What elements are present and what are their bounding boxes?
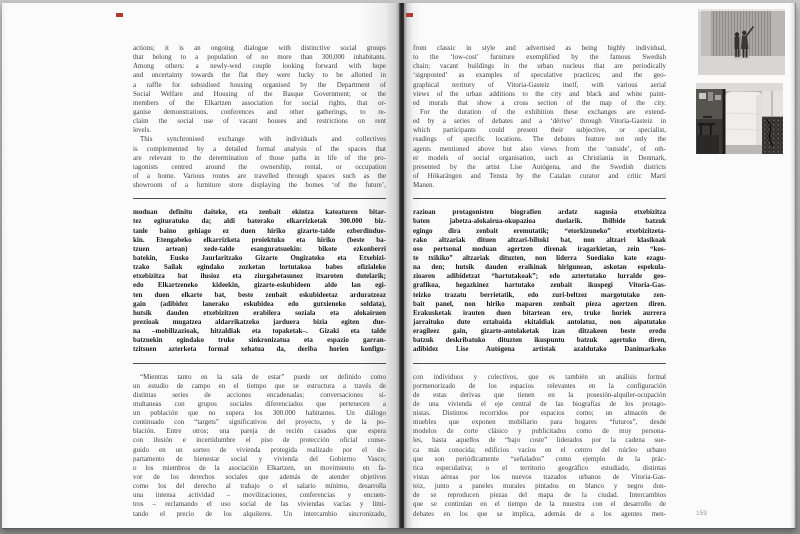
left-text-column (133, 44, 386, 519)
right-basque-text: razioan protagonisten biografien ardatz nagusia etxebizitza baten jabetza-alokairua-okupazioa duelarik. Ibilbide batzuk egingo dira zenbait eremutatik; “etorkizuneko” etxebizitzeta- rako altzariak dituen altzari-biltoki bat, non altzari klasikoak oso pertsonal moduan agertzen direnak iragarkietan, zein “kos- te txikiko” altzariak dituzten, non liderra Suediako kate ezagu- na den; hutsik dauden eraikinak hirigunean, askotan espekula- zioaren adibidetzat “hartutakoak”; edo aztertutako lurralde geo- grafikoa, hegazkinez hartutako zenbait ikuspegi Vitoria-Gas- teizko trazatu berrietatik, edo zuri-beltzez margotutako zen- bait panel, non hiriko maparen zenbait pieza agertzen diren. Erakusketak irauten duen bitartean ere, truke horiek aurrera jarraituko dute eztabaida ekitaldiak antolatuz, non aipatutako eragileez gain, gizarte-antolaketak izan ditzakeen beste eredu batzuk deskribatuko dituzten ikuspuntu batzuk agertuko diren, adibidez Lise Autógena artistak azaldutako Danimarkako (413, 208, 666, 354)
photo-interior-caravan (696, 83, 783, 154)
left-basque-text: moduan definitu daiteke, eta zenbait ekintza kateaturen bitar- tez egituratuko da; aldi baterako elkarrizketak 300.000 biz- tanle baino gehiago ez duen hiriko gizarte-talde ezberdindue- kin. Etengabeko elkarrizketa proiektuko eta hiriko (beste ba- tzuen artean) xede-talde esanguratsuekin: bikote ezkonberri batekin, Eusko Jaurlaritzako Gizarte Ongizateko eta Etxebizi- tzako Sailak egindako zozketan lortutakoa babes ofizialeko etxebizitza bat ilusioz eta ziurgabetasunez itxaroten dutelarik; edo Elkartzeneko kideekin, gizarte-eskubideen alde lan egi- ten duen elkarte bat, beste zenbait eskubideetaz arduratzeaz gain (adibidez lanerako eskubidea edo gutxieneko soldata), hutsik dauden etxebizitzen erabilera soziala eta alokairuen prezioak mugatzea aldarrikatzeko jarduera bizia egiten due- na –mobilizazioak, hitzaldiak eta topaketak–. Gizaki eta talde batzuekin egindako truke sinkronizatua eta espazio garran- tzitsuen azterketa formal xehatua da, deriba horien konfigu- (133, 208, 386, 354)
right-spanish-text: con individuos y colectivos, que es también un análisis formal pormenorizado de los espacios relevantes en la configuración de estas derivas que tienen en la posesión-alquiler-ocupación de una vivienda el eje central de las biografías de los protago- nistas. Distintos recorridos por espacios como; un almacén de muebles que exponen mobiliario para hogares “futuros”, desde modelos de corte clásico y publicitados como de muy persona- les, hasta aquellos de “bajo coste” liderados por la cadena sue- ca más conocida; edificios vacíos en el centro del núcleo urbano que son periódicamente “señalados” como ejemplo de la prác- tica especulativa; o el territorio geográfico estudiado, distintas vistas aéreas por los nuevos trazados urbanos de Vitoria-Gas- teiz, junto a paneles murales pintados en blanco y negro don- de se reproducen piezas del mapa de la ciudad. Intercambios que se continúan en el tiempo de la muestra con el desarrollo de debates en los que se implica, además de a los agentes men- (413, 372, 666, 518)
divider-rule (133, 363, 386, 364)
left-page (2, 3, 399, 528)
red-section-marker (116, 13, 123, 17)
page-number: 159 (696, 510, 707, 517)
photo-people-corrugated-wall (698, 9, 785, 75)
left-english-text: actions; it is an ongoing dialogue with distinctive social groups that belong to a population of no more than 300,000 inhabitants. Among others: a newly-wed couple looking forward with hope and uncertainty towards the flat they were lucky to be allotted in a raffle for subsidised housing organised by the Department of Social Welfare and Housing of the Basque Government; or the members of the Elkartzen association for social rights, that or- ganise demonstrations, conferences and other gatherings, to re- claim the social use of vacant houses and restrictions on rent levels. This synchronised exchange with individuals and collectives is complemented by a detailed formal analysis of the spaces that are relevant to the determination of those paths in life of the pro- tagonists centred around the ownership, rental, or occupation of a home. Various routes are travelled through spaces such as the showroom of a furniture store displaying the homes ‘of the future’, (133, 44, 386, 190)
divider-rule (133, 198, 386, 199)
right-page (404, 3, 796, 528)
divider-rule (413, 363, 666, 364)
red-section-marker (406, 13, 413, 17)
left-spanish-text: “Mientras tanto en la sala de estar” puede ser definido como un estudio de campo en el tiempo que se estructura a través de distintas series de acciones encadenadas; conversaciones si- multaneas con grupos sociales diferenciados que pertenecen a un población que no supera los 300.000 habitantes. Un diálogo continuado con “targets” significativos del proyecto, y de la po- blación. Entre otros; una pareja de recién casados que espera con ilusión e incertidumbre el piso de protección oficial conse- guido en un sorteo de vivienda protegida realizado por el de- partamento de bienestar social y vivienda del Gobierno Vasco; o los miembros de la asociación Elkartzen, un movimiento en fa- vor de los derechos sociales que además de atender objetivos como los del derecho al trabajo o el salario mínimo, desarrolla una intensa actividad – movilizaciones, conferencias y encuen- tros – reclamando el uso social de las viviendas vacías y limi- tando el precio de los alquileres. Un intercambio sincronizado, (133, 372, 386, 518)
divider-rule (413, 198, 666, 199)
right-english-text: from classic in style and advertised as being highly individual, to the ‘low-cost’ furniture exemplified by the famous Swedish chain; vacant buildings in the urban nucleus that are periodically ‘signposted’ as examples of speculative practices; and the geo- graphical territory of Vitoria-Gasteiz itself, with various aerial views of the urban additions to the city and black and white paint- ed murals that show a cross section of the map of the city. For the duration of the exhibition these exchanges are extend- ed by a series of debates and a ‘dérive’ through Vitoria-Gasteiz in which participants could present their subjective, or specialist, readings of specific locations. The debates feature not only the agents mentioned above but also views from the ‘outside’, of oth- er models of social organisation, such as Christiania in Denmark, presented by the artist Lise Autógena, and the Swedish districts of Hökarängen and Tensta by the Catalan curator and critic Martí Manen. (413, 44, 666, 190)
right-text-column (413, 44, 666, 519)
book-spread (2, 3, 796, 528)
